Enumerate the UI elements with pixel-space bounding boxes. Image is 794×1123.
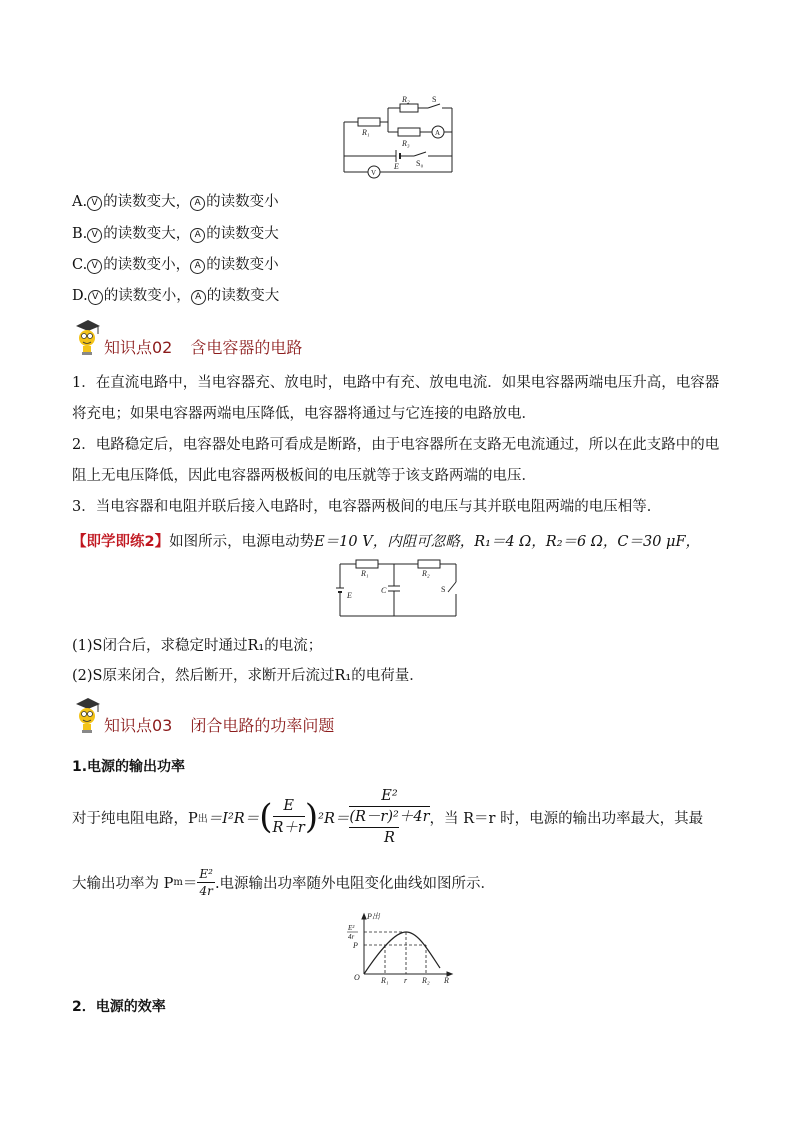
label-c: C	[381, 586, 387, 595]
option-d: D. V 的读数变小， A 的读数变大	[72, 288, 280, 304]
kp03-subheading-2: 2．电源的效率	[72, 999, 166, 1015]
kp03-subheading-1: 1.电源的输出功率	[72, 759, 186, 775]
label-ammeter: A	[435, 129, 441, 137]
label-y-axis: P出	[367, 912, 380, 921]
label-s: S	[432, 95, 437, 104]
label-y-max-den: 4r	[348, 933, 355, 941]
circuit-diagram-2	[328, 558, 468, 622]
label-x-r2: R₂	[422, 976, 430, 985]
label-x-axis: R	[444, 976, 449, 985]
max-power-formula: 大输出功率为 P m ＝ $\frac{\text{E²}}{4r}$ .电源输出功率随外电阻变化曲线如图所示．	[72, 866, 496, 898]
kp02-item-1: 1．在直流电路中，当电容器充、放电时，电路中有充、放电电流．如果电容器两端电压升高，电容器将充电；如果电容器两端电压降低，电容器将通过与它连接的电路放电．	[72, 375, 720, 422]
option-b: B. V 的读数变大， A 的读数变大	[72, 226, 279, 242]
label-e: E	[394, 162, 399, 171]
label-r1: R₁	[362, 128, 370, 137]
ammeter-icon: A	[190, 196, 205, 211]
voltmeter-icon: V	[87, 228, 102, 243]
practice-2: 【即学即练2】如图所示，电源电动势E＝10 V，内阻可忽略，R₁＝4 Ω，R₂＝6 Ω，C＝30 μF，	[72, 534, 701, 550]
label-s0: S₀	[416, 159, 424, 168]
scholar-mascot-icon	[72, 318, 102, 358]
option-a: A. V 的读数变大， A 的读数变小	[72, 194, 279, 210]
kp02-label: 知识点02	[104, 338, 173, 357]
output-power-formula: 对于纯电阻电路，P 出 ＝I²R＝ ( $\frac{E}{R+r}$ ) ²R＝ E² (R－r)²＋4r R ，当 R＝r 时，电源的输出功率最大，其最	[72, 788, 704, 846]
question-1: (1)S闭合后，求稳定时通过R₁的电流；	[72, 638, 323, 654]
circuit-diagram-1	[340, 94, 460, 180]
voltmeter-icon: V	[87, 196, 102, 211]
label-x-r: r	[404, 976, 408, 985]
label-r2: R₂	[422, 569, 430, 578]
label-r1: R₁	[361, 569, 369, 578]
kp03-label: 知识点03	[104, 716, 173, 735]
resistor-r1	[358, 118, 380, 126]
fraction-e2-over-4r: $\frac{\text{E²}}{4r}$	[199, 866, 213, 898]
scholar-mascot-icon	[72, 696, 102, 736]
practice-tag: 【即学即练2】	[72, 534, 170, 550]
ammeter-icon: A	[191, 290, 206, 305]
resistor-r1	[356, 560, 378, 568]
question-2: (2)S原来闭合，然后断开，求断开后流过R₁的电荷量．	[72, 668, 424, 684]
kp02-item-3: 3．当电容器和电阻并联后接入电路时，电容器两极间的电压与其并联电阻两端的电压相等．	[72, 499, 662, 515]
fraction-e-over-r-plus-r: $\frac{E}{R+r}$	[272, 797, 305, 836]
kp02-item-2: 2．电路稳定后，电容器处电路可看成是断路，由于电容器所在支路无电流通过，所以在此支路中的电阻上无电压降低，因此电容器两极板间的电压就等于该支路两端的电压．	[72, 437, 720, 484]
kp02-title: 含电容器的电路	[190, 338, 303, 357]
label-y-p: P	[353, 941, 358, 950]
resistor-r2	[400, 104, 418, 112]
label-x-r1: R₁	[381, 976, 389, 985]
resistor-r2	[418, 560, 440, 568]
label-r3: R₃	[402, 139, 410, 148]
fraction-e2-over-expression: E² (R－r)²＋4r R	[349, 788, 430, 846]
label-e: E	[347, 591, 352, 600]
resistor-r3	[398, 128, 420, 136]
voltmeter-icon: V	[87, 259, 102, 274]
label-voltmeter: V	[371, 169, 377, 177]
voltmeter-icon: V	[88, 290, 103, 305]
option-c: C. V 的读数变小， A 的读数变小	[72, 257, 279, 273]
label-s: S	[441, 585, 446, 594]
label-origin: O	[354, 973, 360, 982]
kp03-title: 闭合电路的功率问题	[190, 716, 335, 735]
power-curve-graph	[340, 910, 460, 986]
ammeter-icon: A	[190, 259, 205, 274]
ammeter-icon: A	[190, 228, 205, 243]
label-y-max-num: E²	[348, 924, 355, 932]
label-r2: R₂	[402, 95, 410, 104]
